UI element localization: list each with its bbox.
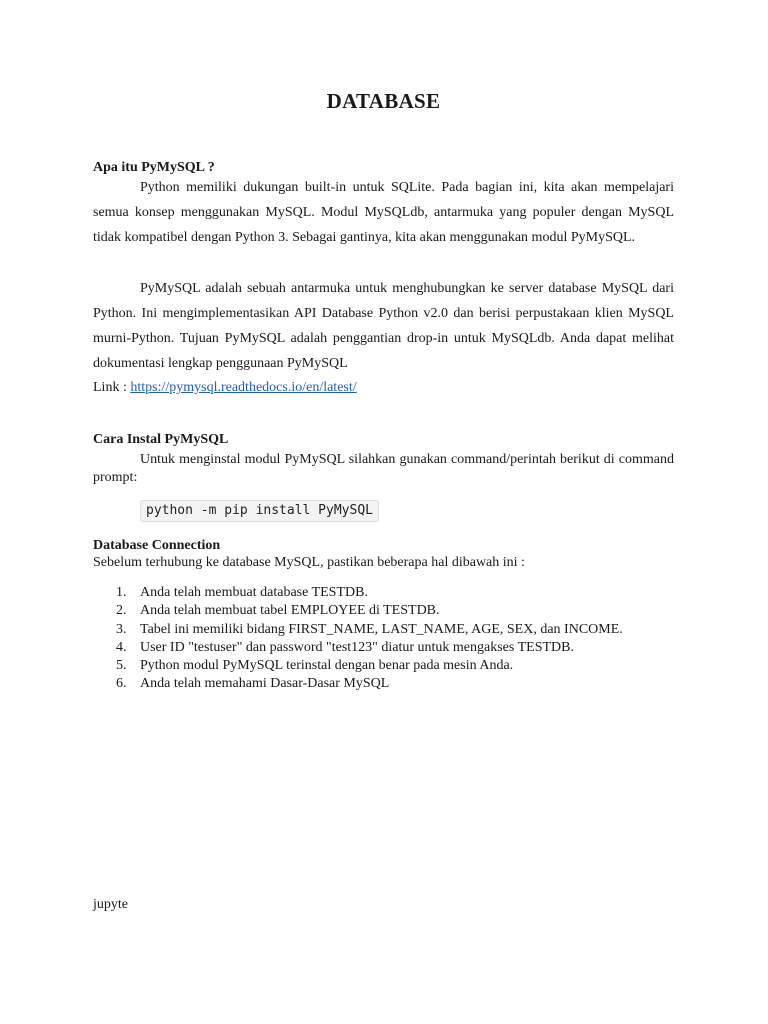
link-label: Link : [93,380,131,395]
heading-apa-itu-pymysql: Apa itu PyMySQL ? [93,160,215,175]
footer-text: jupyte [93,897,128,912]
install-command-code: python -m pip install PyMySQL [140,500,379,522]
list-number: 3. [116,621,127,637]
list-number: 4. [116,639,127,655]
list-number: 1. [116,585,127,600]
list-item-text: Anda telah membuat tabel EMPLOYEE di TESTDB. [140,603,440,619]
list-item-text: Anda telah membuat database TESTDB. [140,585,368,600]
heading-database-connection: Database Connection [93,538,221,553]
pymysql-docs-link[interactable]: https://pymysql.readthedocs.io/en/latest/ [130,380,357,395]
list-item [93,639,623,657]
list-item-text: Python modul PyMySQL terinstal dengan benar pada mesin Anda. [140,658,514,674]
list-item [93,621,623,639]
document-title: DATABASE [326,89,441,113]
list-number: 6. [116,676,127,692]
list-item [93,675,623,693]
paragraph-pymysql-intro: Python memiliki dukungan built-in untuk SQLite. Pada bagian ini, kita akan mempelajari semua konsep menggunakan MySQL. Modul MySQLdb, antarmuka yang populer dengan MySQL tidak kompatibel dengan Python 3. Sebagai gantinya, kita akan menggunakan modul PyMySQL. [93,180,674,245]
list-item-text: Tabel ini memiliki bidang FIRST_NAME, LAST_NAME, AGE, SEX, dan INCOME. [140,621,623,637]
list-item-text: Anda telah memahami Dasar-Dasar MySQL [140,676,390,692]
list-number: 5. [116,658,127,674]
requirements-list [93,584,623,694]
list-number: 2. [116,603,127,619]
list-item-text: User ID "testuser" dan password "test123" diatur untuk mengakses TESTDB. [140,639,574,655]
heading-cara-instal: Cara Instal PyMySQL [93,432,229,447]
documentation-link-line [93,380,357,396]
list-item [93,657,623,675]
list-item [93,602,623,620]
list-item [93,584,623,602]
paragraph-install-instructions: Untuk menginstal modul PyMySQL silahkan gunakan command/perintah berikut di command prompt: [93,452,674,485]
paragraph-pymysql-description: PyMySQL adalah sebuah antarmuka untuk menghubungkan ke server database MySQL dari Python. Ini mengimplementasikan API Database Python v2.0 dan berisi perpustakaan klien MySQL murni-Python. Tujuan PyMySQL adalah penggantian drop-in untuk MySQLdb. Anda dapat melihat dokumentasi lengkap penggunaan PyMySQL [93,281,674,371]
paragraph-connection-intro: Sebelum terhubung ke database MySQL, pastikan beberapa hal dibawah ini : [93,555,525,570]
